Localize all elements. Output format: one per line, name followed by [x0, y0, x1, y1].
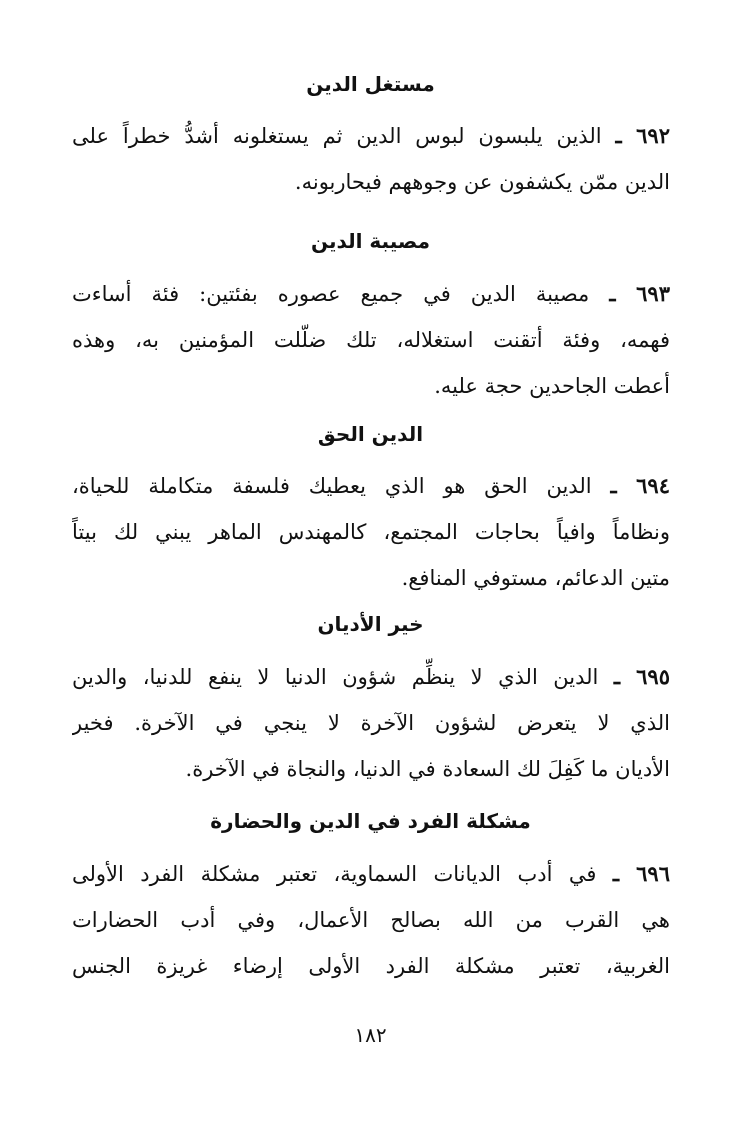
- entry-number: ٦٩٤ ـ: [610, 473, 670, 498]
- paragraph-line: الذي لا يتعرض لشؤون الآخرة لا ينجي في الآخرة. فخير: [72, 711, 670, 735]
- section-title-1: مستغل الدين: [306, 72, 435, 96]
- paragraph-696: [72, 851, 670, 989]
- section-title-4: خير الأديان: [317, 612, 424, 636]
- entry-number: ٦٩٥ ـ: [613, 664, 670, 689]
- paragraph-line: هي القرب من الله بصالح الأعمال، وفي أدب الحضارات: [72, 908, 670, 932]
- line-text: في أدب الديانات السماوية، تعتبر مشكلة الفرد الأولى: [72, 862, 597, 886]
- paragraph-line: ونظاماً وافياً بحاجات المجتمع، كالمهندس الماهر يبني لك بيتاً: [72, 520, 670, 544]
- page-number: ١٨٢: [354, 1023, 387, 1047]
- entry-number: ٦٩٣ ـ: [609, 281, 670, 306]
- paragraph-line: الأديان ما كَفِلَ لك السعادة في الدنيا، والنجاة في الآخرة.: [185, 757, 670, 781]
- paragraph-line: أعطت الجاحدين حجة عليه.: [434, 374, 670, 398]
- paragraph-line: [72, 654, 670, 700]
- paragraph-line: الغربية، تعتبر مشكلة الفرد الأولى إرضاء غريزة الجنس: [72, 954, 670, 978]
- paragraph-693: [72, 271, 670, 409]
- paragraph-line: متين الدعائم، مستوفي المنافع.: [401, 566, 670, 590]
- paragraph-695: [72, 654, 670, 792]
- paragraph-694: [72, 463, 670, 601]
- paragraph-line: [72, 113, 670, 159]
- line-text: الذين يلبسون لبوس الدين ثم يستغلونه أشدُّ خطراً على: [72, 124, 602, 148]
- line-text: مصيبة الدين في جميع عصوره بفئتين: فئة أساءت: [72, 282, 590, 306]
- section-title-2: مصيبة الدين: [311, 229, 430, 253]
- paragraph-692: [72, 113, 670, 205]
- entry-number: ٦٩٦ ـ: [612, 861, 670, 886]
- line-text: الدين الذي لا ينظِّم شؤون الدنيا لا ينفع للدنيا، والدين: [72, 665, 599, 689]
- paragraph-line: فهمه، وفئة أتقنت استغلاله، تلك ضلّلت المؤمنين به، وهذه: [72, 328, 670, 352]
- paragraph-line: [72, 271, 670, 317]
- line-text: الدين الحق هو الذي يعطيك فلسفة متكاملة للحياة،: [72, 474, 592, 498]
- section-title-3: الدين الحق: [317, 422, 424, 446]
- section-title-5: مشكلة الفرد في الدين والحضارة: [210, 809, 531, 833]
- paragraph-line: [72, 463, 670, 509]
- paragraph-line: [72, 851, 670, 897]
- paragraph-line: الدين ممّن يكشفون عن وجوههم فيحاربونه.: [294, 170, 670, 194]
- entry-number: ٦٩٢ ـ: [615, 123, 670, 148]
